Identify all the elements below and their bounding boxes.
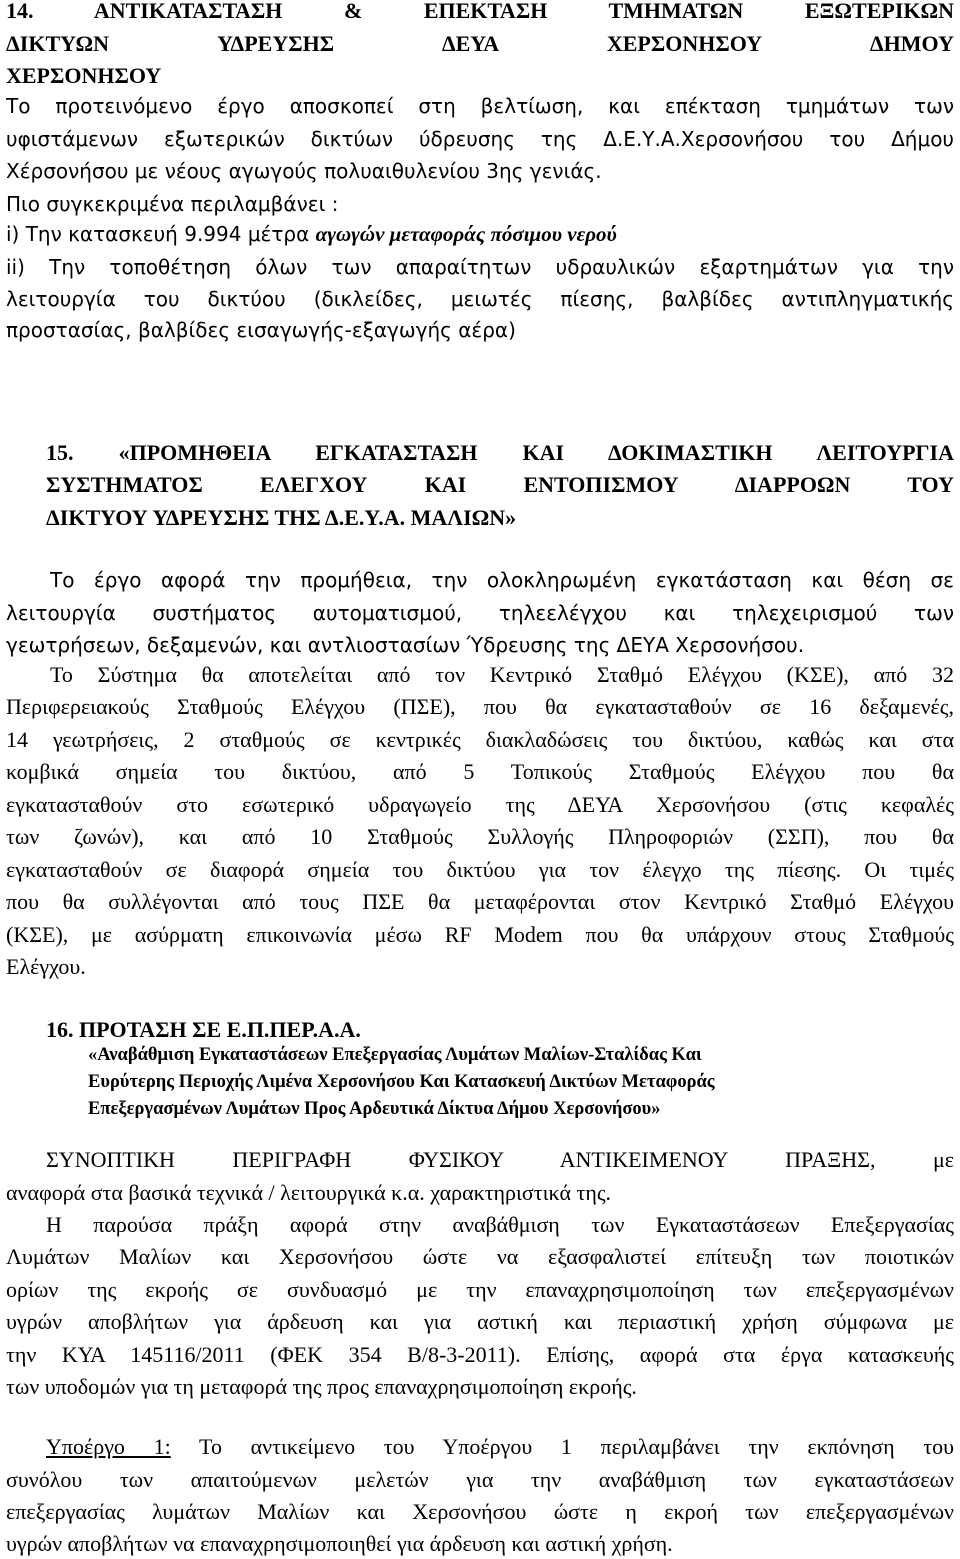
section-15-para-2-line-7: εγκατασταθούν σε διαφορά σημεία του δικτύου για τον έλεγχο της πίεσης. Οι τιμές	[6, 857, 954, 882]
section-16-subtitle-line-3: Επεξεργασμένων Λυμάτων Προς Αρδευτικά Δίκτυα Δήμου Χερσονήσου»	[88, 1099, 661, 1119]
section-14-item-1	[6, 219, 954, 249]
section-15-para-2-line-8: που θα συλλέγονται από τους ΠΣΕ θα μεταφέρονται στον Κεντρικό Σταθμό Ελέγχου	[6, 889, 954, 914]
section-16-para-line-5: την ΚΥΑ 145116/2011 (ΦΕΚ 354 Β/8-3-2011). Επίσης, αφορά στα έργα κατασκευής	[6, 1342, 954, 1367]
section-15-heading-line-3: ΔΙΚΤΥΟΥ ΥΔΡΕΥΣΗΣ ΤΗΣ Δ.Ε.Υ.Α. ΜΑΛΙΩΝ»	[46, 505, 517, 530]
section-15-para-1-line-1: Το έργο αφορά την προμήθεια, την ολοκληρωμένη εγκατάσταση και θέση σε	[50, 568, 954, 592]
section-15-para-2-line-9: (ΚΣΕ), με ασύρματη επικοινωνία μέσω RF Modem που θα υπάρχουν στους Σταθμούς	[6, 922, 954, 947]
section-15-para-2-line-1: Το Σύστημα θα αποτελείται από τον Κεντρικό Σταθμό Ελέγχου (ΚΣΕ), από 32	[50, 662, 954, 687]
subproject-line-3: επεξεργασίας λυμάτων Μαλίων και Χερσονήσου ώστε η εκροή των επεξεργασμένων	[6, 1499, 954, 1524]
section-14-heading-line-2: ΔΙΚΤΥΩΝ ΥΔΡΕΥΣΗΣ ΔΕΥΑ ΧΕΡΣΟΝΗΣΟΥ ΔΗΜΟΥ	[6, 31, 954, 56]
section-15-para-2-line-3: 14 γεωτρήσεις, 2 σταθμούς σε κεντρικές διακλαδώσεις του δικτύου, καθώς και στα	[6, 727, 954, 752]
section-16-subtitle-line-2: Ευρύτερης Περιοχής Λιμένα Χερσονήσου Και Κατασκευή Δικτύων Μεταφοράς	[88, 1072, 715, 1092]
section-14-heading-line-1: 14. ΑΝΤΙΚΑΤΑΣΤΑΣΗ & ΕΠΕΚΤΑΣΗ ΤΜΗΜΑΤΩΝ ΕΞΩΤΕΡΙΚΩΝ	[6, 0, 954, 23]
subproject-line-1-text: Το αντικείμενο του Υποέργου 1 περιλαμβάνει την εκπόνηση του	[170, 1434, 954, 1459]
section-15-heading-line-2: ΣΥΣΤΗΜΑΤΟΣ ΕΛΕΓΧΟΥ ΚΑΙ ΕΝΤΟΠΙΣΜΟΥ ΔΙΑΡΡΟΩΝ ΤΟΥ	[46, 472, 954, 497]
section-15-para-2-line-5: εγκατασταθούν στο εσωτερικό υδραγωγείο της ΔΕΥΑ Χερσονήσου (στις κεφαλές	[6, 792, 954, 817]
section-16-summary-line-2: αναφορά στα βασικά τεχνικά / λειτουργικά κ.α. χαρακτηριστικά της.	[6, 1180, 612, 1205]
section-14-item-2-line-3: προστασίας, βαλβίδες εισαγωγής-εξαγωγής αέρα)	[6, 318, 516, 342]
section-14-intro-line-2: υφιστάμενων εξωτερικών δικτύων ύδρευσης της Δ.Ε.Υ.Α.Χερσονήσου του Δήμου	[6, 127, 954, 151]
section-15-para-2-line-2: Περιφερειακούς Σταθμούς Ελέγχου (ΠΣΕ), που θα εγκατασταθούν σε 16 δεξαμενές,	[6, 694, 954, 719]
section-15-para-1-line-2: λειτουργία συστήματος αυτοματισμού, τηλεελέγχου και τηλεχειρισμού των	[6, 601, 954, 625]
section-16-para-line-1: Η παρούσα πράξη αφορά στην αναβάθμιση των Εγκαταστάσεων Επεξεργασίας	[46, 1212, 954, 1237]
section-16-subtitle-line-1: «Αναβάθμιση Εγκαταστάσεων Επεξεργασίας Λυμάτων Μαλίων-Σταλίδας Και	[88, 1045, 702, 1065]
item-1-text: i) Την κατασκευή 9.994 μέτρα	[6, 222, 316, 246]
subproject-label: Υποέργο 1:	[46, 1434, 171, 1459]
section-16-heading: 16. ΠΡΟΤΑΣΗ ΣΕ Ε.Π.ΠΕΡ.Α.Α.	[46, 1017, 361, 1042]
subproject-line-4: υγρών αποβλήτων να επαναχρησιμοποιηθεί για άρδευση και αστική χρήση.	[6, 1531, 673, 1556]
section-16-para-line-6: των υποδομών για τη μεταφορά της προς επαναχρησιμοποίηση εκροής.	[6, 1374, 637, 1399]
subproject-line-1	[46, 1432, 954, 1462]
section-16-para-line-2: Λυμάτων Μαλίων και Χερσονήσου ώστε να εξασφαλιστεί επίτευξη των ποιοτικών	[6, 1244, 954, 1269]
section-14-item-2-line-2: λειτουργία του δικτύου (δικλείδες, μειωτές πίεσης, βαλβίδες αντιπληγματικής	[6, 287, 954, 311]
item-1-bold-text: αγωγών μεταφοράς πόσιμου νερού	[315, 222, 617, 246]
section-16-summary-line-1: ΣΥΝΟΠΤΙΚΗ ΠΕΡΙΓΡΑΦΗ ΦΥΣΙΚΟΥ ΑΝΤΙΚΕΙΜΕΝΟΥ ΠΡΑΞΗΣ, με	[46, 1147, 954, 1172]
section-15-para-1-line-3: γεωτρήσεων, δεξαμενών, και αντλιοστασίων Ύδρευσης της ΔΕΥΑ Χερσονήσου.	[6, 633, 805, 657]
section-14-intro-line-3: Χέρσονήσου με νέους αγωγούς πολυαιθυλενίου 3ης γενιάς.	[6, 159, 602, 183]
section-14-intro-line-1: Το προτεινόμενο έργο αποσκοπεί στη βελτίωση, και επέκταση τμημάτων των	[6, 94, 954, 118]
section-15-para-2-line-4: κομβικά σημεία του δικτύου, από 5 Τοπικούς Σταθμούς Ελέγχου που θα	[6, 759, 954, 784]
section-16-para-line-3: ορίων της εκροής σε συνδυασμό με την επαναχρησιμοποίηση των επεξεργασμένων	[6, 1277, 954, 1302]
section-15-heading-line-1: 15. «ΠΡΟΜΗΘΕΙΑ ΕΓΚΑΤΑΣΤΑΣΗ ΚΑΙ ΔΟΚΙΜΑΣΤΙΚΗ ΛΕΙΤΟΥΡΓΙΑ	[46, 440, 954, 465]
subproject-line-2: συνόλου των απαιτούμενων μελετών για την αναβάθμιση των εγκαταστάσεων	[6, 1467, 954, 1492]
section-14-heading-line-3: ΧΕΡΣΟΝΗΣΟΥ	[6, 63, 162, 88]
section-14-intro-line-4: Πιο συγκεκριμένα περιλαμβάνει :	[6, 192, 339, 216]
section-15-para-2-line-6: των ζωνών), και από 10 Σταθμούς Συλλογής Πληροφοριών (ΣΣΠ), που θα	[6, 824, 954, 849]
section-14-item-2-line-1: ii) Την τοποθέτηση όλων των απαραίτητων υδραυλικών εξαρτημάτων για την	[6, 255, 954, 279]
section-16-para-line-4: υγρών αποβλήτων για άρδευση και για αστική και περιαστική χρήση σύμφωνα με	[6, 1309, 954, 1334]
section-15-para-2-line-10: Ελέγχου.	[6, 954, 86, 979]
